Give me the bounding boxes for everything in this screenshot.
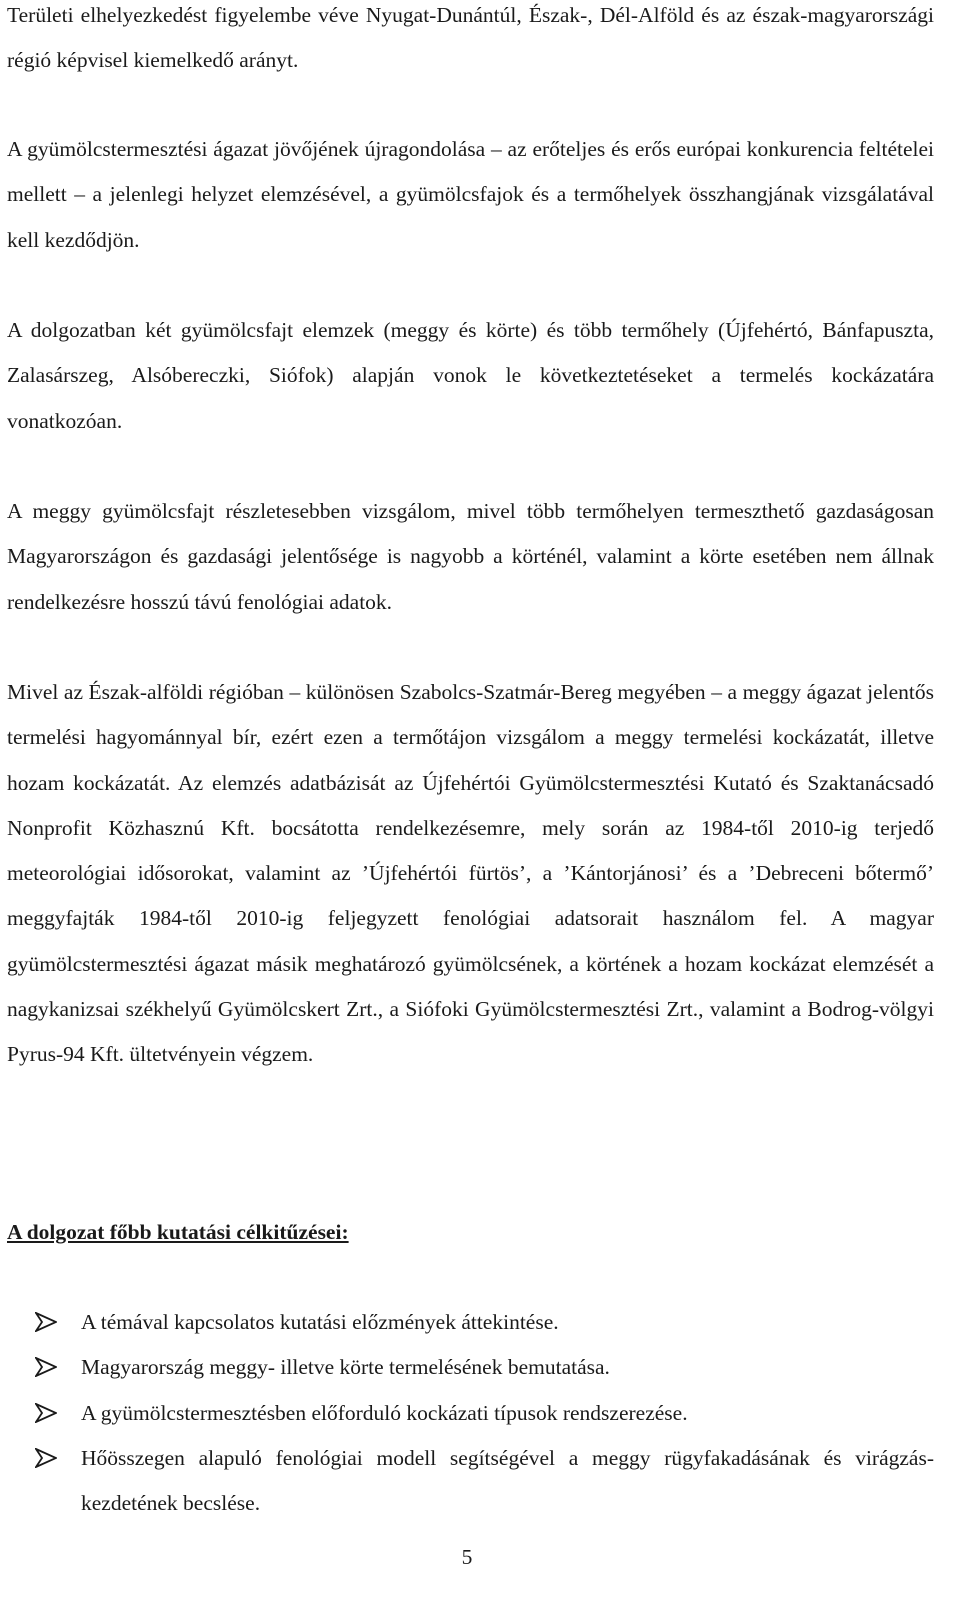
arrowhead-bullet-icon — [35, 1448, 57, 1468]
paragraph-sector-rethinking: A gyümölcstermesztési ágazat jövőjének újragondolása – az erőteljes és erős európai konkurencia feltételei mellett – a jelenlegi helyzet elemzésével, a gyümölcsfajok és a termőhelyek összhangjának vizsgálatával kell kezdődjön. — [7, 137, 934, 252]
paragraph-data-sources: Mivel az Észak-alföldi régióban – különösen Szabolcs-Szatmár-Bereg megyében – a meggy ágazat jelentős termelési hagyománnyal bír, ezért ezen a termőtájon vizsgálom a meggy termelési kockázatát, illetve hozam kockázatát. Az elemzés adatbázisát az Újfehértói Gyümölcstermesztési Kutató és Szaktanácsadó Nonprofit Közhasznú Kft. bocsátotta rendelkezésemre, mely során az 1984-től 2010-ig terjedő meteorológiai idősorokat, valamint az ’Újfehértói fürtös’, a ’Kántorjánosi’ és a ’Debreceni bőtermő’ meggyfajták 1984-től 2010-ig feljegyzett fenológiai adatsorait használom fel. A magyar gyümölcstermesztési ágazat másik meghatározó gyümölcsének, a körtének a hozam kockázat elemzését a nagykanizsai székhelyű Gyümölcskert Zrt., a Siófoki Gyümölcstermesztési Zrt., valamint a Bodrog-völgyi Pyrus-94 Kft. ültetvényein végzem. — [7, 680, 934, 1067]
paragraph-sour-cherry-focus: A meggy gyümölcsfajt részletesebben vizsgálom, mivel több termőhelyen termeszthető gazdaságosan Magyarországon és gazdasági jelentősége is nagyobb a körténél, valamint a körte esetében nem állnak rendelkezésre hosszú távú fenológiai adatok. — [7, 499, 934, 614]
list-item — [7, 1345, 934, 1390]
research-goals-list — [7, 1300, 934, 1526]
research-goals-heading: A dolgozat főbb kutatási célkitűzései: — [7, 1220, 349, 1244]
arrowhead-bullet-icon — [35, 1403, 57, 1423]
goal-text: A gyümölcstermesztésben előforduló kockázati típusok rendszerezése. — [81, 1400, 688, 1425]
goal-text: A témával kapcsolatos kutatási előzmények áttekintése. — [81, 1310, 559, 1334]
paragraph-study-scope: A dolgozatban két gyümölcsfajt elemzek (meggy és körte) és több termőhely (Újfehértó, Bánfapuszta, Zalasárszeg, Alsóbereczki, Siófok) alapján vonok le következtetéseket a termelés kockázatára vonatkozóan. — [7, 318, 934, 433]
goal-text: Magyarország meggy- illetve körte termelésének bemutatása. — [81, 1355, 610, 1380]
list-item — [7, 1300, 934, 1345]
list-item — [7, 1391, 934, 1436]
list-item — [7, 1436, 934, 1527]
page-number: 5 — [461, 1545, 473, 1569]
paragraph-regional-distribution: Területi elhelyezkedést figyelembe véve Nyugat-Dunántúl, Észak-, Dél-Alföld és az észak-magyarországi régió képvisel kiemelkedő arányt. — [7, 3, 934, 73]
goal-text: Hőösszegen alapuló fenológiai modell segítségével a meggy rügyfakadásának és virágzás-kezdetének becslése. — [81, 1445, 934, 1516]
arrowhead-bullet-icon — [35, 1357, 57, 1377]
arrowhead-bullet-icon — [35, 1312, 57, 1332]
